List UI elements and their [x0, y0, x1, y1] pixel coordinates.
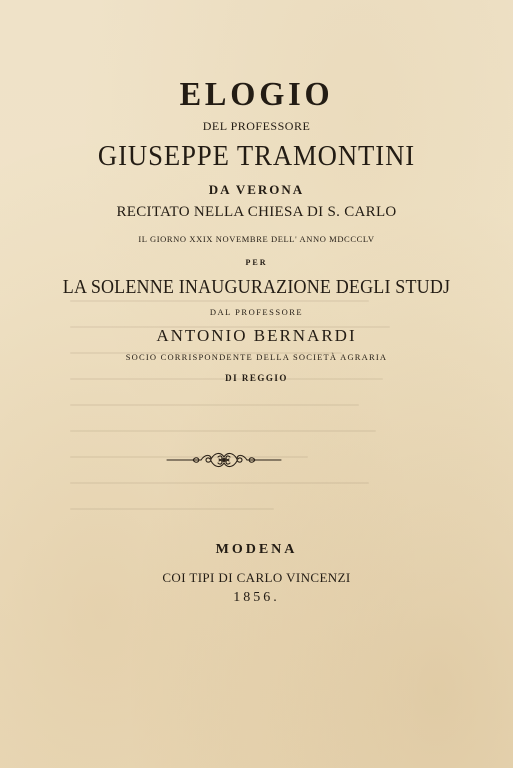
imprint-year: 1856. [233, 590, 280, 605]
scroll-flourish-icon [165, 448, 283, 472]
title: ELOGIO [179, 76, 334, 113]
subtitle-professor: DEL PROFESSORE [202, 119, 311, 133]
subject-origin: DA VERONA [208, 182, 305, 197]
subject-name: GIUSEPPE TRAMONTINI [97, 140, 416, 172]
author-place: DI REGGIO [225, 373, 288, 383]
date-line: IL GIORNO XXIX NOVEMBRE DELL' ANNO MDCCCLV [138, 234, 375, 244]
occasion: LA SOLENNE INAUGURAZIONE DEGLI STUDJ [62, 276, 451, 298]
per-word: PER [245, 258, 268, 267]
by-professor: DAL PROFESSORE [209, 307, 304, 317]
imprint-city: MODENA [215, 542, 298, 557]
author-name: ANTONIO BERNARDI [156, 326, 357, 345]
imprint-printer: COI TIPI DI CARLO VINCENZI [162, 570, 351, 585]
author-role: SOCIO CORRISPONDENTE DELLA SOCIETÀ AGRARIA [125, 352, 388, 362]
recited-location: RECITATO NELLA CHIESA DI S. CARLO [116, 204, 397, 220]
